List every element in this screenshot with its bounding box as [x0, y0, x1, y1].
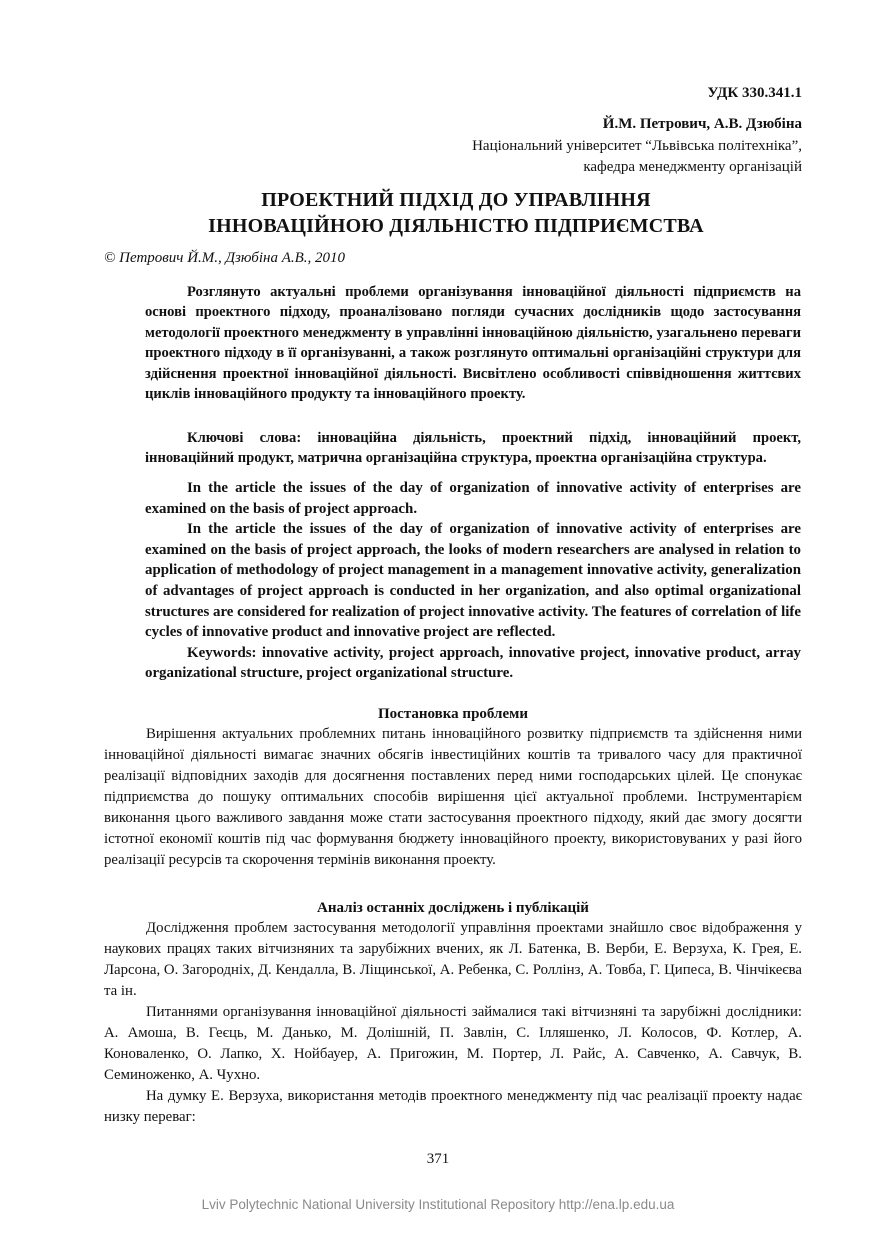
paragraph: Дослідження проблем застосування методології управління проектами знайшло своє відображення у наукових працях таких вітчизняних та зарубіжних вчених, як Л. Батенка, В. Верби, Е. Верзуха, К. Грея, Е. Ларсона, О. Загородніх, Д. Кендалла, В. Ліщинської, А. Ребенка, С. Роллінз, А. Товба, Г. Ципеса, В. Чінчікеєва та ін.: [104, 920, 802, 999]
keywords-ua-text: Ключові слова: інноваційна діяльність, проектний підхід, інноваційний проект, інноваційний продукт, матрична організаційна структура, проектна організаційна структура.: [145, 430, 801, 467]
paragraph: На думку Е. Верзуха, використання методів проектного менеджменту під час реалізації проекту надає низку переваг:: [104, 1088, 802, 1125]
abstract-english: [145, 478, 801, 684]
section-heading-analysis: Аналіз останніх досліджень і публікацій: [317, 900, 589, 916]
udk-code: УДК 330.341.1: [707, 85, 802, 101]
repository-footer: Lviv Polytechnic National University Institutional Repository http://ena.lp.edu.ua: [201, 1197, 675, 1212]
affiliation-line-2: кафедра менеджменту організацій: [583, 159, 802, 175]
affiliation: [472, 136, 802, 178]
paper-title: [103, 187, 809, 239]
title-line-1: ПРОЕКТНИЙ ПІДХІД ДО УПРАВЛІННЯ: [261, 189, 651, 211]
keywords-en-text: Keywords: innovative activity, project approach, innovative project, innovative product, array organizational structure, project organizational structure.: [145, 644, 801, 682]
paragraph: Питаннями організування інноваційної діяльності займалися такі вітчизняні та зарубіжні дослідники: А. Амоша, В. Геєць, М. Данько, М. Долішній, П. Завлін, С. Ілляшенко, Л. Колосов, Ф. Котлер, А. Коноваленко, О. Лапко, Х. Нойбауер, А. Пригожин, М. Портер, Л. Райс, А. Савченко, А. Савчук, В. Семиноженко, А. Чухно.: [104, 1004, 802, 1083]
title-line-2: ІННОВАЦІЙНОЮ ДІЯЛЬНІСТЮ ПІДПРИЄМСТВА: [208, 215, 704, 237]
abstract-ua-text: Розглянуто актуальні проблеми організування інноваційної діяльності підприємств на основі проектного підходу, проаналізовано погляди сучасних дослідників щодо застосування методології проектного менеджменту в управлінні інноваційною діяльністю, узагальнено переваги проектного підходу в її організуванні, а також розглянуто оптимальні організаційні структури для здійснення проектної інноваційної діяльності. Висвітлено особливості співвідношення життєвих циклів інноваційного продукту та інноваційного проекту.: [145, 284, 801, 403]
abstract-ukrainian: [145, 282, 801, 404]
section-problem-body: [104, 724, 802, 871]
abstract-en-full: In the article the issues of the day of organization of innovative activity of enterprises are examined on the basis of project approach, the looks of modern researchers are analysed in relation to application of methodology of project management in a management innovative activity, generalization of advantages of project approach is conducted in her organization, and also optimal organizational structures are considered for realization of project innovative activity. The features of correlation of life cycles of innovative product and innovative project are reflected.: [145, 521, 801, 641]
keywords-ukrainian: [145, 428, 801, 469]
authors: Й.М. Петрович, А.В. Дзюбіна: [602, 116, 802, 132]
page-number: 371: [426, 1151, 450, 1167]
paragraph: Вирішення актуальних проблемних питань інноваційного розвитку підприємств та здійснення ними інноваційної діяльності вимагає значних обсягів інвестиційних коштів та тривалого часу для практичної реалізації відповідних заходів для досягнення поставлених перед ними господарських цілей. Це спонукає підприємства до пошуку оптимальних способів вирішення цієї актуальної проблеми. Інструментарієм виконання цього важливого завдання може стати застосування проектного підходу, який дає змогу досягти істотної економії коштів під час формування бюджету інноваційного проекту, використовуваних у разі його реалізації ресурсів та скорочення термінів виконання проекту.: [104, 726, 802, 868]
copyright: © Петрович Й.М., Дзюбіна А.В., 2010: [104, 250, 346, 266]
section-analysis-body: [104, 918, 802, 1128]
affiliation-line-1: Національний університет “Львівська політехніка”,: [472, 138, 802, 154]
section-heading-problem: Постановка проблеми: [378, 706, 528, 722]
abstract-en-short: In the article the issues of the day of organization of innovative activity of enterprises are examined on the basis of project approach.: [145, 480, 801, 517]
